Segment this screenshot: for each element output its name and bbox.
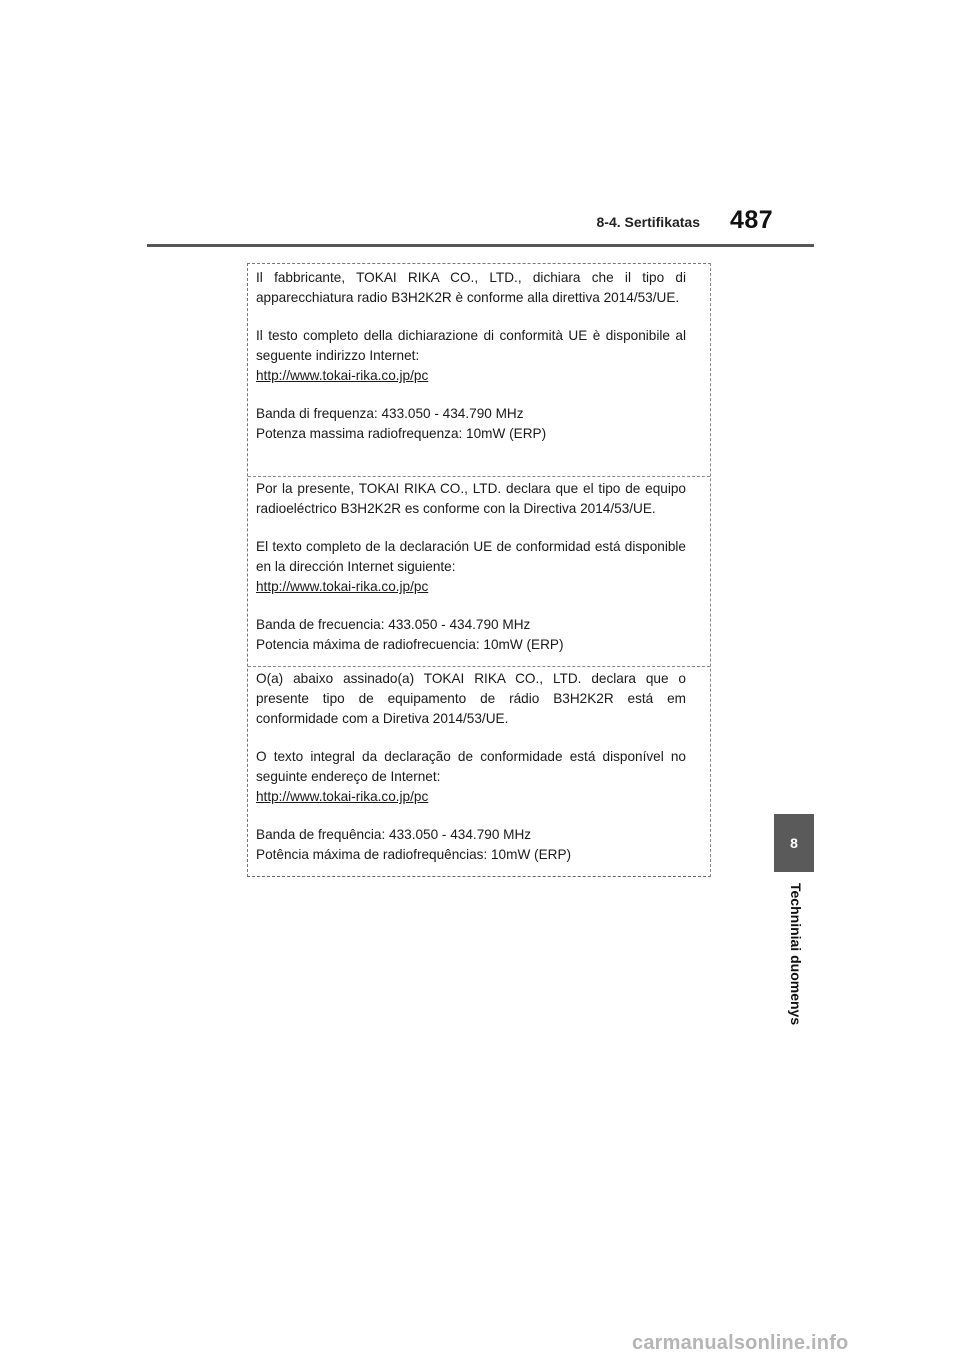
declaration-portuguese <box>248 666 710 876</box>
section-title: 8-4. Sertifikatas <box>596 214 700 230</box>
declaration-paragraph: Il fabbricante, TOKAI RIKA CO., LTD., dichiara che il tipo di apparecchiatura radio B3H2K2R è conforme alla direttiva 2014/53/UE. <box>256 270 686 305</box>
max-power: Potência máxima de radiofrequências: 10mW (ERP) <box>256 847 572 862</box>
page-number: 487 <box>730 206 774 234</box>
chapter-tab[interactable]: 8 <box>774 814 814 872</box>
declaration-italian <box>248 268 710 476</box>
max-power: Potenza massima radiofrequenza: 10mW (ERP) <box>256 426 547 441</box>
declaration-box <box>247 263 711 877</box>
full-text-paragraph: Il testo completo della dichiarazione di conformità UE è disponibile al seguente indirizzo Internet: <box>256 328 686 363</box>
frequency-band: Banda di frequenza: 433.050 - 434.790 MHz <box>256 406 524 421</box>
watermark: carmanualsonline.info <box>632 1332 849 1354</box>
frequency-band: Banda de frecuencia: 433.050 - 434.790 MHz <box>256 617 531 632</box>
full-text-paragraph: El texto completo de la declaración UE de conformidad está disponible en la dirección Internet siguiente: <box>256 539 686 574</box>
header-divider <box>147 244 814 247</box>
declaration-paragraph: Por la presente, TOKAI RIKA CO., LTD. declara que el tipo de equipo radioeléctrico B3H2K2R es conforme con la Directiva 2014/53/UE. <box>256 481 686 516</box>
internet-link[interactable]: http://www.tokai-rika.co.jp/pc <box>256 579 429 594</box>
max-power: Potencia máxima de radiofrecuencia: 10mW (ERP) <box>256 637 564 652</box>
frequency-band: Banda de frequência: 433.050 - 434.790 MHz <box>256 827 532 842</box>
internet-link[interactable]: http://www.tokai-rika.co.jp/pc <box>256 789 429 804</box>
chapter-label: Techniniai duomenys <box>788 883 804 1026</box>
full-text-paragraph: O texto integral da declaração de conformidade está disponível no seguinte endereço de Internet: <box>256 749 686 784</box>
declaration-spanish <box>248 476 710 666</box>
declaration-paragraph: O(a) abaixo assinado(a) TOKAI RIKA CO., LTD. declara que o presente tipo de equipamento de rádio B3H2K2R está em conformidade com a Diretiva 2014/53/UE. <box>256 671 686 726</box>
internet-link[interactable]: http://www.tokai-rika.co.jp/pc <box>256 368 429 383</box>
